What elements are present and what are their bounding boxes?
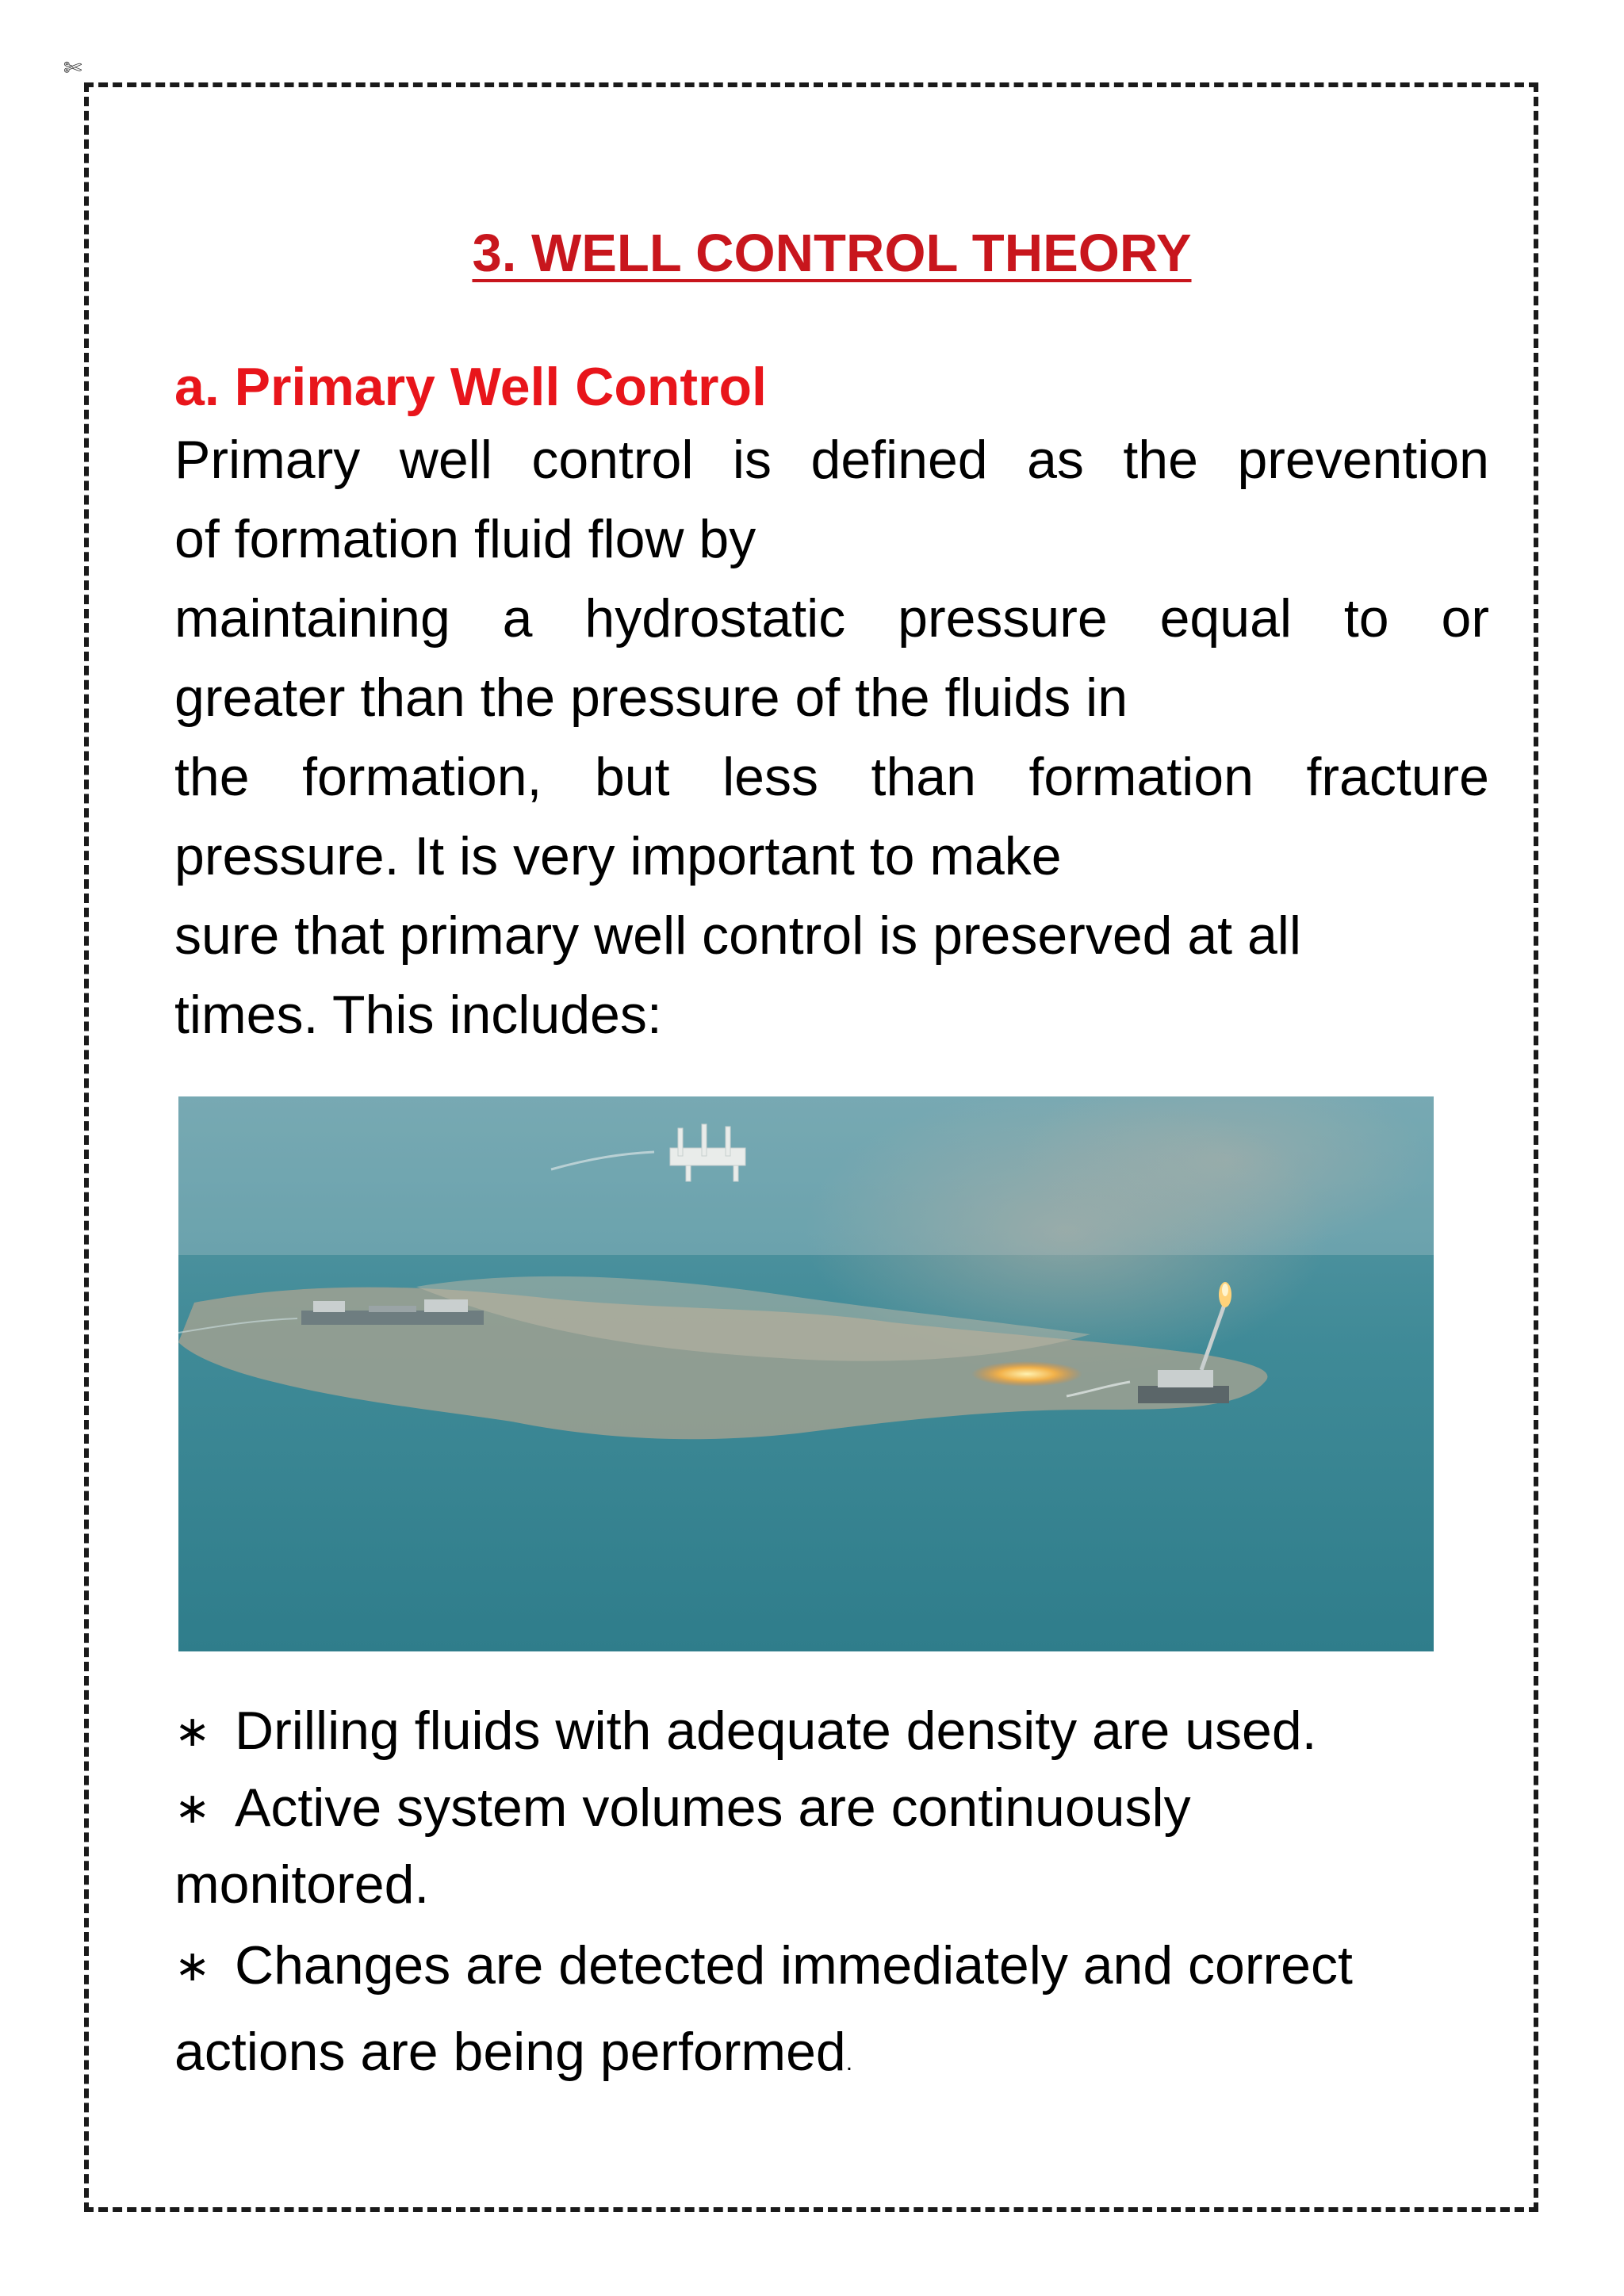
list-item <box>174 1693 1507 1770</box>
paragraph-line: the formation, but less than formation fracture <box>174 746 1489 807</box>
list-item-text: monitored. <box>174 1854 430 1915</box>
paragraph-line: maintaining a hydrostatic pressure equal to or <box>174 587 1489 649</box>
list-item-text: actions are being performed <box>174 2022 846 2082</box>
section-heading: a. Primary Well Control <box>174 357 767 418</box>
asterisk-bullet-icon: ∗ <box>174 1706 211 1756</box>
list-item <box>174 1923 1507 2106</box>
offshore-rig-photo <box>178 1096 1434 1651</box>
scissor-icon: ✄ <box>63 55 82 81</box>
paragraph-line: greater than the pressure of the fluids in <box>174 667 1128 728</box>
page-title: 3. WELL CONTROL THEORY <box>472 224 1192 283</box>
paragraph-line: sure that primary well control is preserved at all <box>174 905 1301 966</box>
paragraph-line: pressure. It is very important to make <box>174 825 1062 886</box>
body-paragraph <box>174 420 1489 1054</box>
list-item-text: Active system volumes are continuously <box>235 1777 1191 1838</box>
trailing-period: . <box>845 2049 853 2076</box>
paragraph-line: of formation fluid flow by <box>174 508 756 569</box>
paragraph-line: Primary well control is defined as the prevention <box>174 429 1489 490</box>
list-item-text: Changes are detected immediately and correct <box>235 1935 1353 1996</box>
document-content <box>174 222 1489 1054</box>
paragraph-line: times. This includes: <box>174 984 662 1045</box>
list-item-text: Drilling fluids with adequate density are used. <box>235 1701 1317 1761</box>
asterisk-bullet-icon: ∗ <box>174 1941 211 1991</box>
bullet-list <box>174 1693 1507 2106</box>
list-item <box>174 1770 1507 1923</box>
asterisk-bullet-icon: ∗ <box>174 1783 211 1833</box>
